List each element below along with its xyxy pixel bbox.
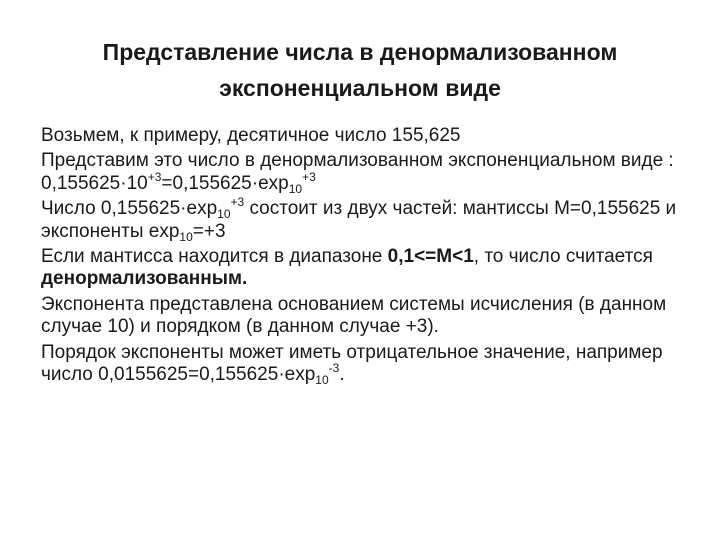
paragraph-text: Представим это число в денормализованном экспоненциальном виде : 0,155625·10 bbox=[41, 150, 679, 194]
slide-title bbox=[0, 34, 720, 106]
superscript: +3 bbox=[230, 195, 245, 210]
subscript: 10 bbox=[288, 181, 303, 196]
slide-body bbox=[41, 125, 681, 389]
title-line-1: Представление числа в денормализованном bbox=[102, 39, 618, 65]
paragraph-text: Порядок экспоненты может иметь отрицательное значение, например число 0,0155625=0,155625·exp bbox=[41, 341, 668, 386]
paragraph-text: состоит из двух частей: мантиссы M=0,155625 и экспоненты exp bbox=[41, 198, 682, 242]
paragraph-example-number bbox=[41, 125, 681, 147]
paragraph-denormalized-form bbox=[41, 150, 681, 195]
bold-text: 0,1<=M<1 bbox=[387, 246, 474, 268]
paragraph-text: =0,155625·exp bbox=[161, 172, 289, 194]
subscript: 10 bbox=[315, 373, 329, 388]
paragraph-text: Возьмем, к примеру, десятичное число 155,625 bbox=[41, 125, 461, 146]
title-line-2: экспоненциальном виде bbox=[219, 75, 501, 101]
superscript: -3 bbox=[328, 361, 340, 376]
paragraph-text: Если мантисса находится в диапазоне bbox=[41, 246, 388, 268]
paragraph-text: Число 0,155625·exp bbox=[41, 198, 218, 220]
paragraph-parts bbox=[41, 195, 682, 244]
paragraph-exponent-definition bbox=[41, 294, 681, 339]
paragraph-text: . bbox=[339, 364, 345, 386]
paragraph-negative-exponent bbox=[41, 342, 681, 387]
paragraph-text: Экспонента представлена основанием системы исчисления (в данном случае 10) и порядком (в данном случае +3). bbox=[41, 293, 672, 338]
superscript: +3 bbox=[302, 169, 316, 184]
superscript: +3 bbox=[147, 169, 162, 184]
paragraph-text: =+3 bbox=[192, 220, 226, 242]
bold-text: денормализованным. bbox=[41, 268, 248, 290]
subscript: 10 bbox=[217, 207, 231, 222]
paragraph-mantissa-range bbox=[41, 246, 681, 291]
paragraph-text: , то число считается bbox=[473, 246, 659, 268]
subscript: 10 bbox=[179, 229, 193, 244]
